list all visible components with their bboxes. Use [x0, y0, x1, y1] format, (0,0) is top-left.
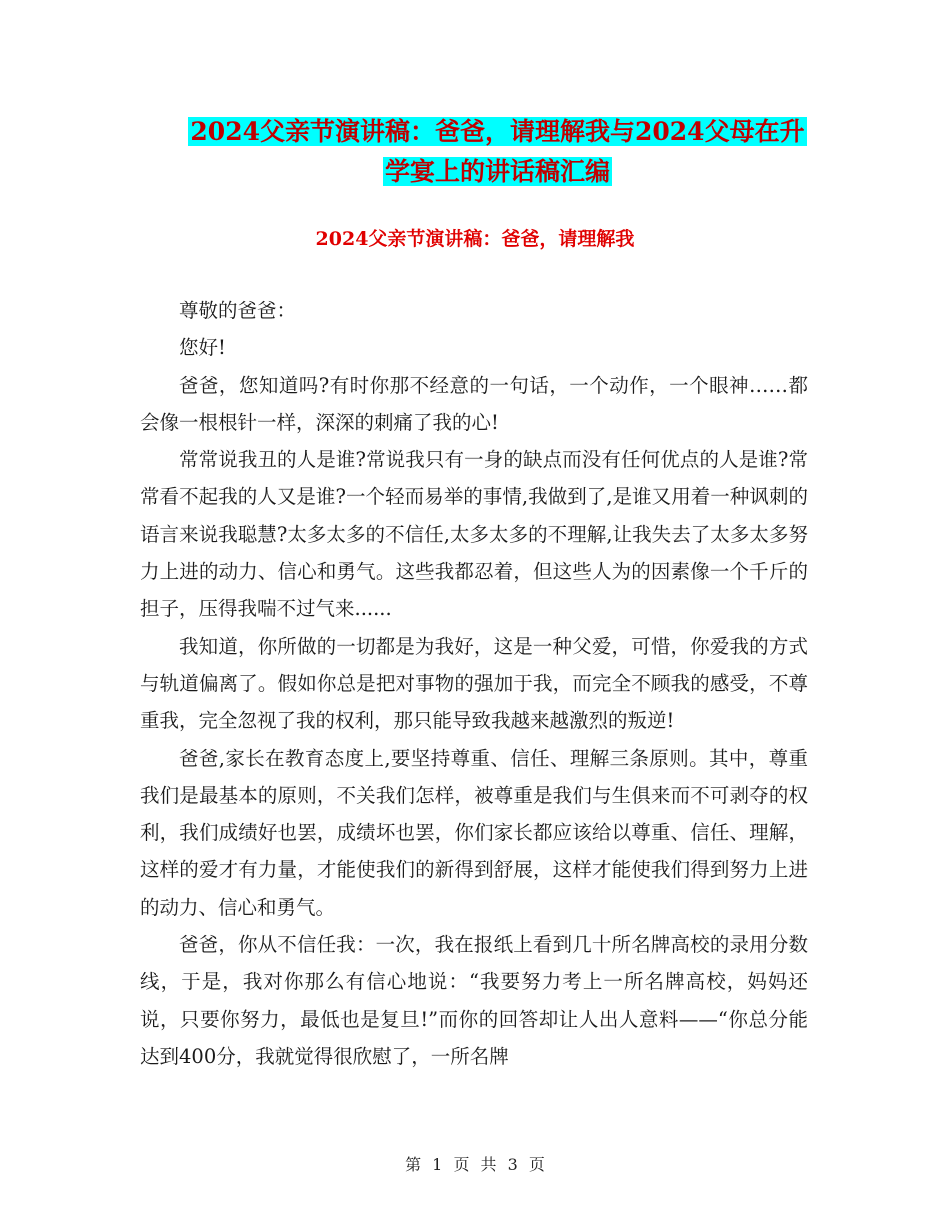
document-title: [140, 112, 855, 192]
paragraph: 尊敬的爸爸：: [179, 299, 297, 322]
document-title-line-1: 2024父亲节演讲稿：爸爸，请理解我与2024父母在升: [190, 117, 805, 146]
document-body: [140, 292, 808, 1075]
paragraph: 您好!: [179, 336, 226, 360]
paragraph: 常常说我丑的人是谁?常说我只有一身的缺点而没有任何优点的人是谁?常常看不起我的人又是谁?一个轻而易举的事情,我做到了,是谁又用着一种讽刺的语言来说我聪慧?太多太多的不信任,太多太多的不理解,让我失去了太多太多努力上进的动力、信心和勇气。这些我都忍着，但这些人为的因素像一个千斤的担子，压得我喘不过气来......: [140, 448, 808, 621]
section-title: 2024父亲节演讲稿：爸爸，请理解我: [315, 228, 635, 250]
page-footer: 第 1 页 共 3 页: [405, 1155, 545, 1174]
paragraph: 爸爸,家长在教育态度上,要坚持尊重、信任、理解三条原则。其中，尊重我们是最基本的原则，不关我们怎样，被尊重是我们与生俱来而不可剥夺的权利，我们成绩好也罢，成绩坏也罢，你们家长都应该给以尊重、信任、理解，这样的爱才有力量，才能使我们的新得到舒展，这样才能使我们得到努力上进的动力、信心和勇气。: [140, 746, 808, 919]
document-title-line-2: 学宴上的讲话稿汇编: [384, 157, 610, 186]
paragraph: 我知道，你所做的一切都是为我好，这是一种父爱，可惜，你爱我的方式与轨道偏离了。假如你总是把对事物的强加于我，而完全不顾我的感受，不尊重我，完全忽视了我的权利，那只能导致我越来越激烈的叛逆!: [140, 634, 808, 733]
paragraph: 爸爸，你从不信任我：一次，我在报纸上看到几十所名牌高校的录用分数线，于是，我对你那么有信心地说：“我要努力考上一所名牌高校，妈妈还说，只要你努力，最低也是复旦!”而你的回答却让人出人意料——“你总分能达到400分，我就觉得很欣慰了，一所名牌: [140, 933, 808, 1068]
paragraph: 爸爸，您知道吗?有时你那不经意的一句话，一个动作，一个眼神……都会像一根根针一样，深深的刺痛了我的心!: [140, 373, 808, 434]
